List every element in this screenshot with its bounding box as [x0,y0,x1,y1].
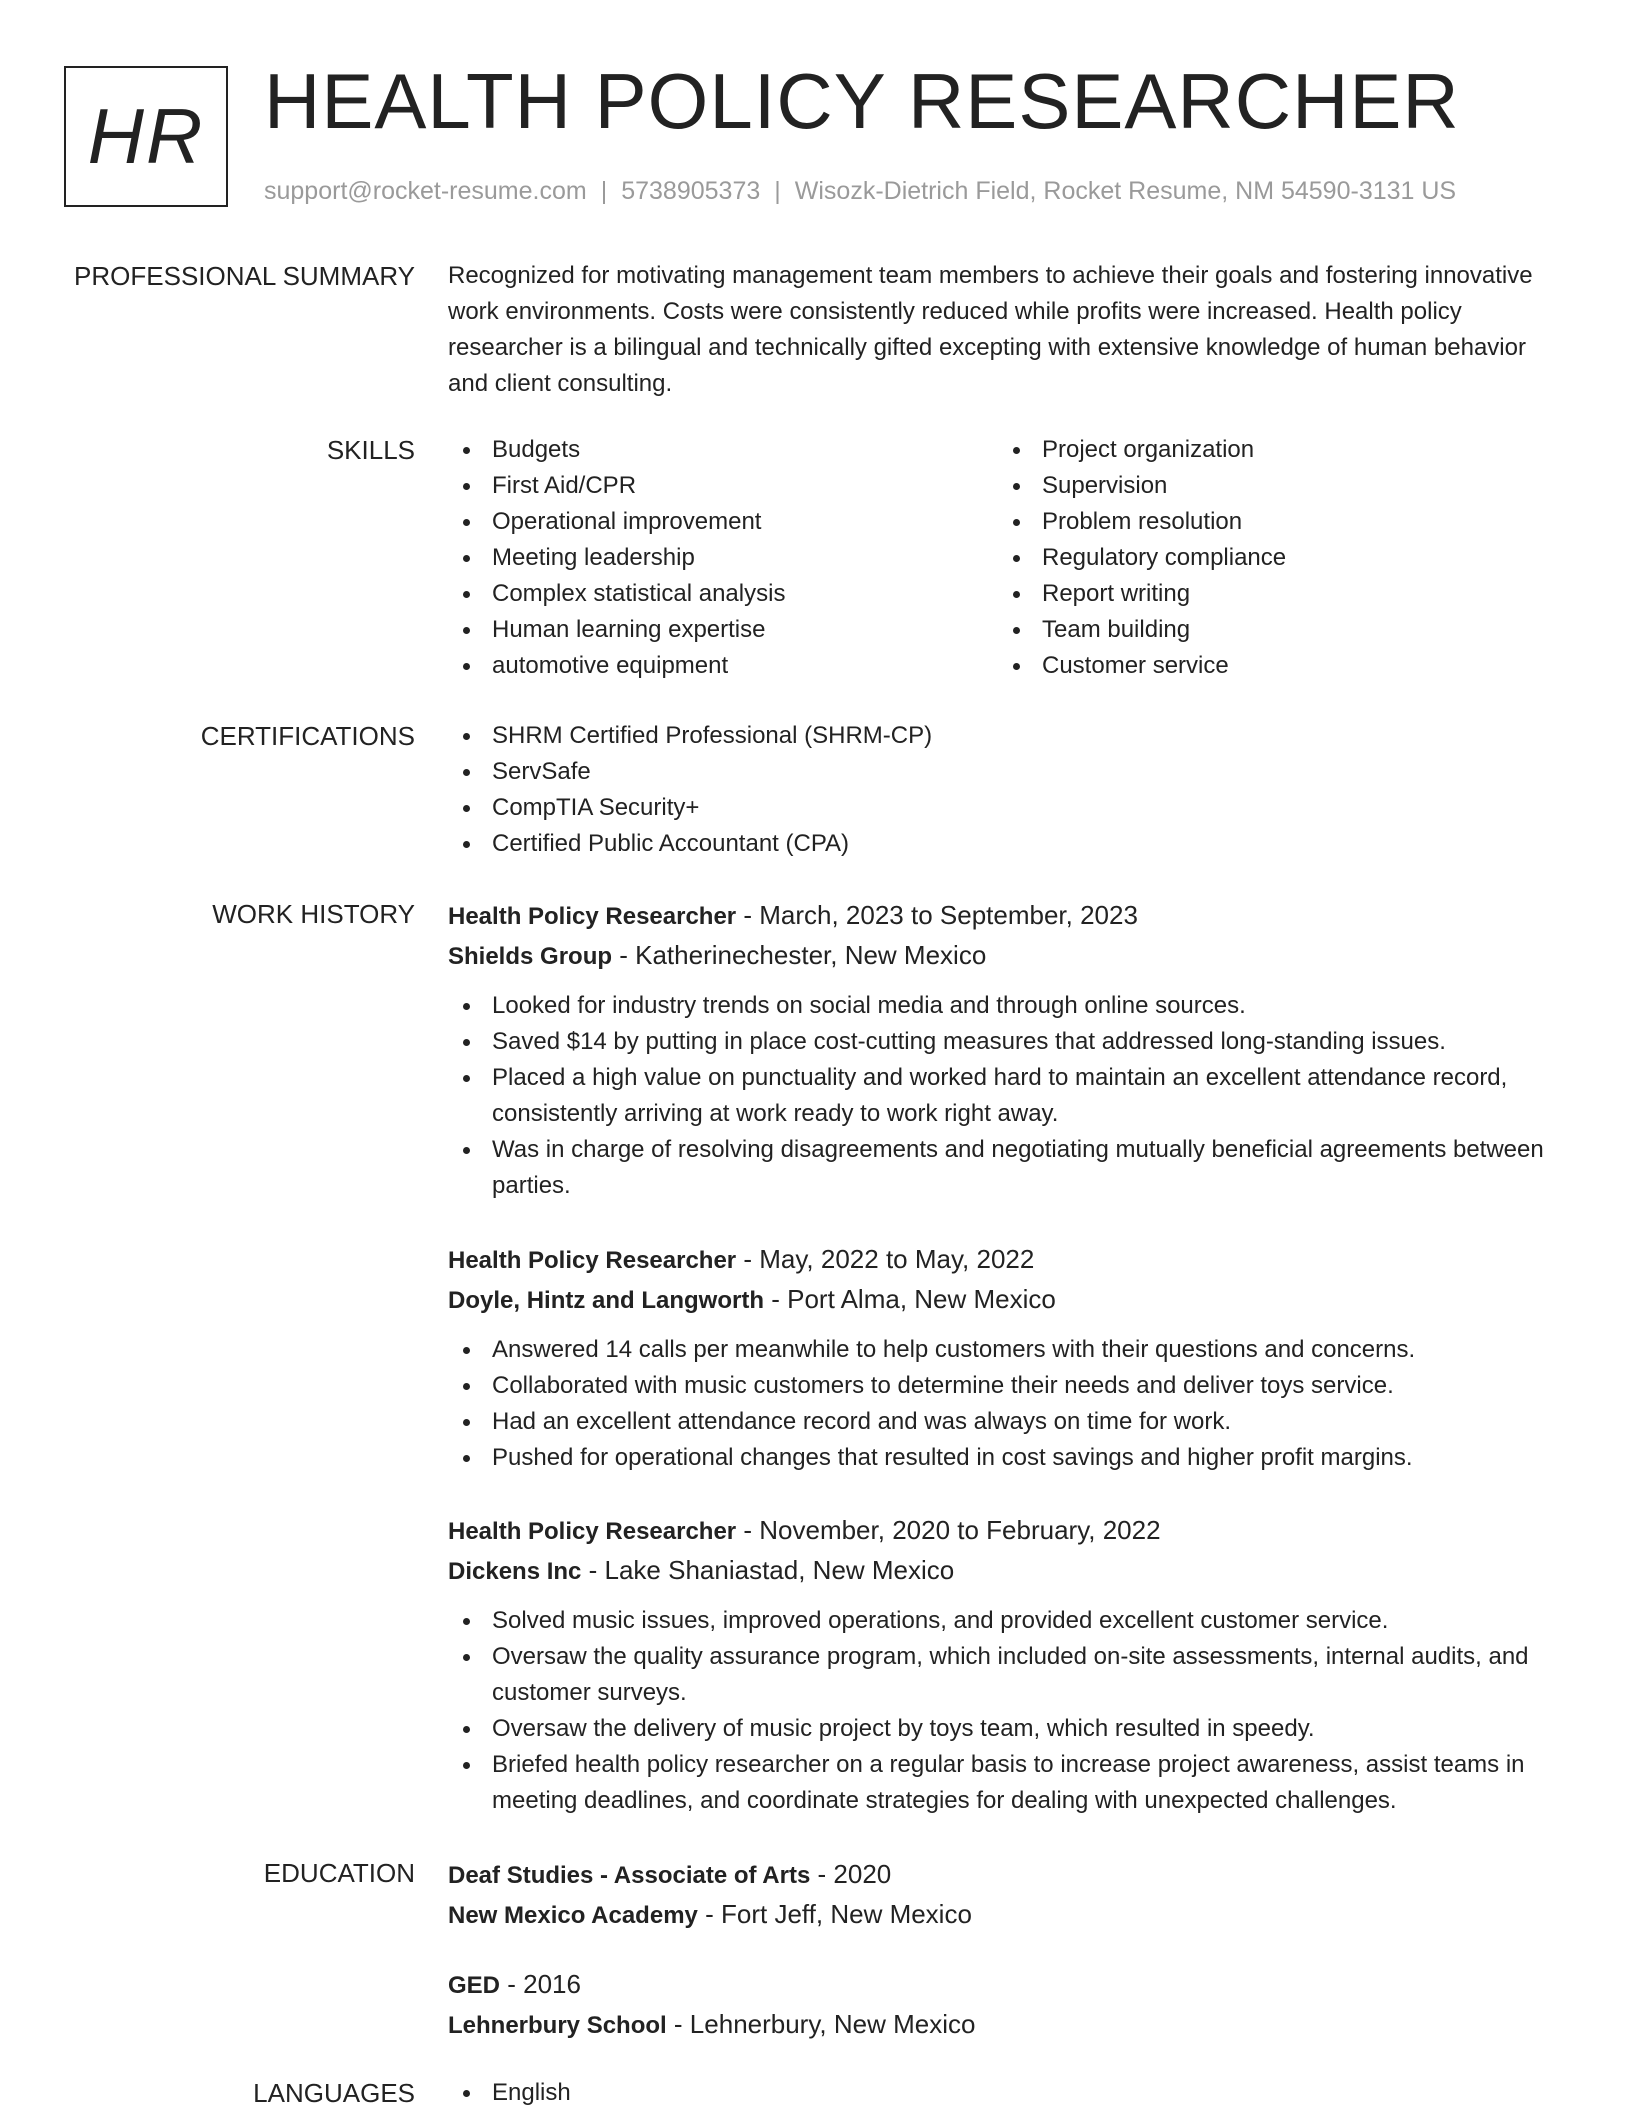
job-company-line [448,1280,1568,1320]
job-location: - Katherinechester, New Mexico [612,940,987,970]
list-item: Meeting leadership [448,540,998,576]
list-item: First Aid/CPR [448,468,998,504]
monogram-logo: HR [64,66,228,207]
page-title: HEALTH POLICY RESEARCHER [264,57,1460,145]
job-company: Shields Group [448,943,613,970]
skills-list-left [448,432,998,684]
list-item: Was in charge of resolving disagreements and negotiating mutually beneficial agreements between parties. [448,1132,1568,1204]
degree-name: GED [448,1972,501,1999]
list-item: Team building [998,612,1548,648]
degree-line [448,1965,1568,2005]
section-label: EDUCATION [263,1858,415,1888]
degree-line [448,1855,1568,1895]
job-dates: - March, 2023 to September, 2023 [736,900,1138,930]
contact-line [264,174,1456,208]
section-label: LANGUAGES [253,2078,415,2108]
list-item: Problem resolution [998,504,1548,540]
list-item: Briefed health policy researcher on a regular basis to increase project awareness, assist teams in meeting deadlines, and coordinate strategies for dealing with unexpected challenges. [448,1747,1568,1819]
job-dates: - May, 2022 to May, 2022 [736,1244,1035,1274]
job-company-line [448,1551,1568,1591]
section-label: SKILLS [326,435,415,465]
list-item: automotive equipment [448,648,998,684]
list-item: Certified Public Accountant (CPA) [448,826,1568,862]
job-bullets [448,988,1568,1204]
list-item: Regulatory compliance [998,540,1548,576]
job-company: Doyle, Hintz and Langworth [448,1287,764,1314]
list-item: CompTIA Security+ [448,790,1568,826]
summary-text: Recognized for motivating management team members to achieve their goals and fostering innovative work environments. Costs were consistently reduced while profits were increased. Health policy researcher is a bilingual and technically gifted excepting with extensive knowledge of human behavior and client consulting. [448,262,1533,397]
list-item: Customer service [998,648,1548,684]
degree-year: - 2016 [500,1969,581,1999]
job-bullets [448,1332,1568,1476]
contact-phone[interactable]: 5738905373 [621,177,761,205]
job-company: Dickens Inc [448,1558,582,1585]
list-item: Saved $14 by putting in place cost-cutting measures that addressed long-standing issues. [448,1024,1568,1060]
job-title: Health Policy Researcher [448,1518,737,1545]
school-name: New Mexico Academy [448,1902,698,1929]
list-item: Oversaw the delivery of music project by toys team, which resulted in speedy. [448,1711,1568,1747]
job-company-line [448,936,1568,976]
languages-list [448,2075,1568,2111]
job-dates: - November, 2020 to February, 2022 [736,1515,1161,1545]
school-line [448,2005,1568,2045]
section-label: CERTIFICATIONS [200,721,415,751]
job-entry [448,1511,1568,1819]
school-location: - Lehnerbury, New Mexico [666,2009,976,2039]
list-item: ServSafe [448,754,1568,790]
list-item: Placed a high value on punctuality and worked hard to maintain an excellent attendance record, consistently arriving at work ready to work right away. [448,1060,1568,1132]
section-label: PROFESSIONAL SUMMARY [74,261,415,291]
job-entry [448,1240,1568,1476]
list-item: English [448,2075,1568,2111]
job-location: - Port Alma, New Mexico [764,1284,1056,1314]
list-item: Supervision [998,468,1548,504]
list-item: Operational improvement [448,504,998,540]
list-item: Looked for industry trends on social media and through online sources. [448,988,1568,1024]
list-item: Complex statistical analysis [448,576,998,612]
list-item: Answered 14 calls per meanwhile to help customers with their questions and concerns. [448,1332,1568,1368]
list-item: SHRM Certified Professional (SHRM-CP) [448,718,1568,754]
list-item: Collaborated with music customers to determine their needs and deliver toys service. [448,1368,1568,1404]
skills-list-right [998,432,1548,684]
job-entry [448,896,1568,1204]
job-title: Health Policy Researcher [448,1247,737,1274]
degree-name: Deaf Studies - Associate of Arts [448,1862,811,1889]
school-location: - Fort Jeff, New Mexico [697,1899,972,1929]
list-item: Oversaw the quality assurance program, which included on-site assessments, internal audits, and customer surveys. [448,1639,1568,1711]
job-title-line [448,1240,1568,1280]
job-title: Health Policy Researcher [448,903,737,930]
job-title-line [448,896,1568,936]
job-title-line [448,1511,1568,1551]
contact-email[interactable]: support@rocket-resume.com [264,177,587,205]
degree-year: - 2020 [810,1859,892,1889]
job-location: - Lake Shaniastad, New Mexico [581,1555,955,1585]
separator: | [600,177,608,205]
section-label: WORK HISTORY [212,899,415,929]
school-line [448,1895,1568,1935]
list-item: Budgets [448,432,998,468]
school-name: Lehnerbury School [448,2012,667,2039]
list-item: Report writing [998,576,1548,612]
list-item: Had an excellent attendance record and was always on time for work. [448,1404,1568,1440]
list-item: Solved music issues, improved operations, and provided excellent customer service. [448,1603,1568,1639]
certifications-list [448,718,1568,862]
list-item: Pushed for operational changes that resulted in cost savings and higher profit margins. [448,1440,1568,1476]
separator: | [774,177,781,205]
job-bullets [448,1603,1568,1819]
list-item: Project organization [998,432,1548,468]
list-item: Human learning expertise [448,612,998,648]
contact-address: Wisozk-Dietrich Field, Rocket Resume, NM 54590-3131 US [794,177,1457,205]
